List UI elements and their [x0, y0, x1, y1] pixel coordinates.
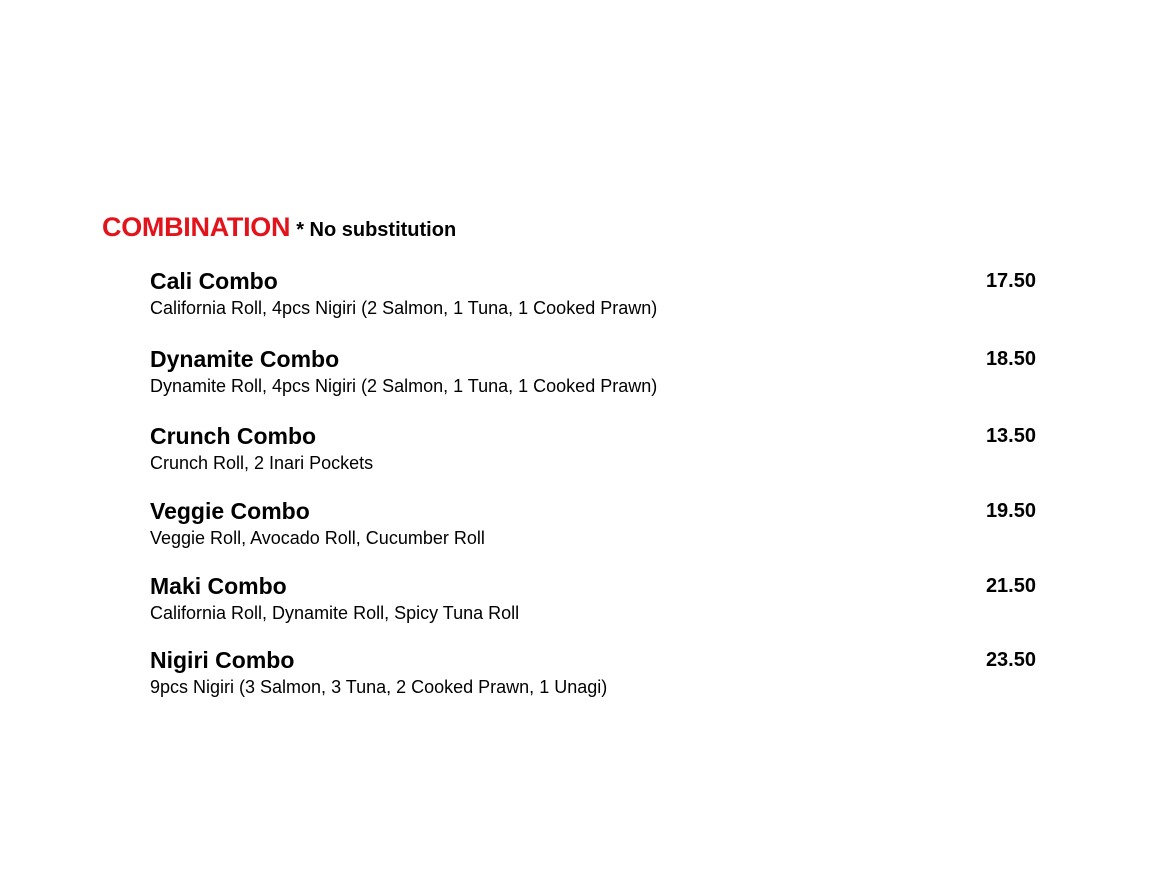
- item-description: Crunch Roll, 2 Inari Pockets: [150, 453, 374, 473]
- item-price: 19.50: [985, 500, 1036, 522]
- item-description: 9pcs Nigiri (3 Salmon, 3 Tuna, 2 Cooked Prawn, 1 Unagi): [150, 677, 608, 697]
- item-description: California Roll, Dynamite Roll, Spicy Tuna Roll: [150, 603, 520, 623]
- item-price: 18.50: [985, 348, 1036, 370]
- item-name: Crunch Combo: [150, 423, 317, 449]
- section-title: COMBINATION: [102, 212, 291, 242]
- item-price: 17.50: [985, 270, 1036, 292]
- item-name: Dynamite Combo: [150, 346, 340, 372]
- item-price: 23.50: [985, 649, 1036, 671]
- item-name: Maki Combo: [150, 573, 287, 599]
- item-name: Nigiri Combo: [150, 647, 295, 673]
- item-name: Veggie Combo: [150, 498, 310, 524]
- item-description: California Roll, 4pcs Nigiri (2 Salmon, 1 Tuna, 1 Cooked Prawn): [150, 298, 658, 318]
- item-description: Veggie Roll, Avocado Roll, Cucumber Roll: [150, 528, 485, 548]
- item-name: Cali Combo: [150, 268, 278, 294]
- item-description: Dynamite Roll, 4pcs Nigiri (2 Salmon, 1 Tuna, 1 Cooked Prawn): [150, 376, 658, 396]
- section-header: [102, 212, 456, 243]
- item-price: 21.50: [985, 575, 1036, 597]
- section-note: * No substitution: [296, 219, 457, 241]
- item-price: 13.50: [985, 425, 1036, 447]
